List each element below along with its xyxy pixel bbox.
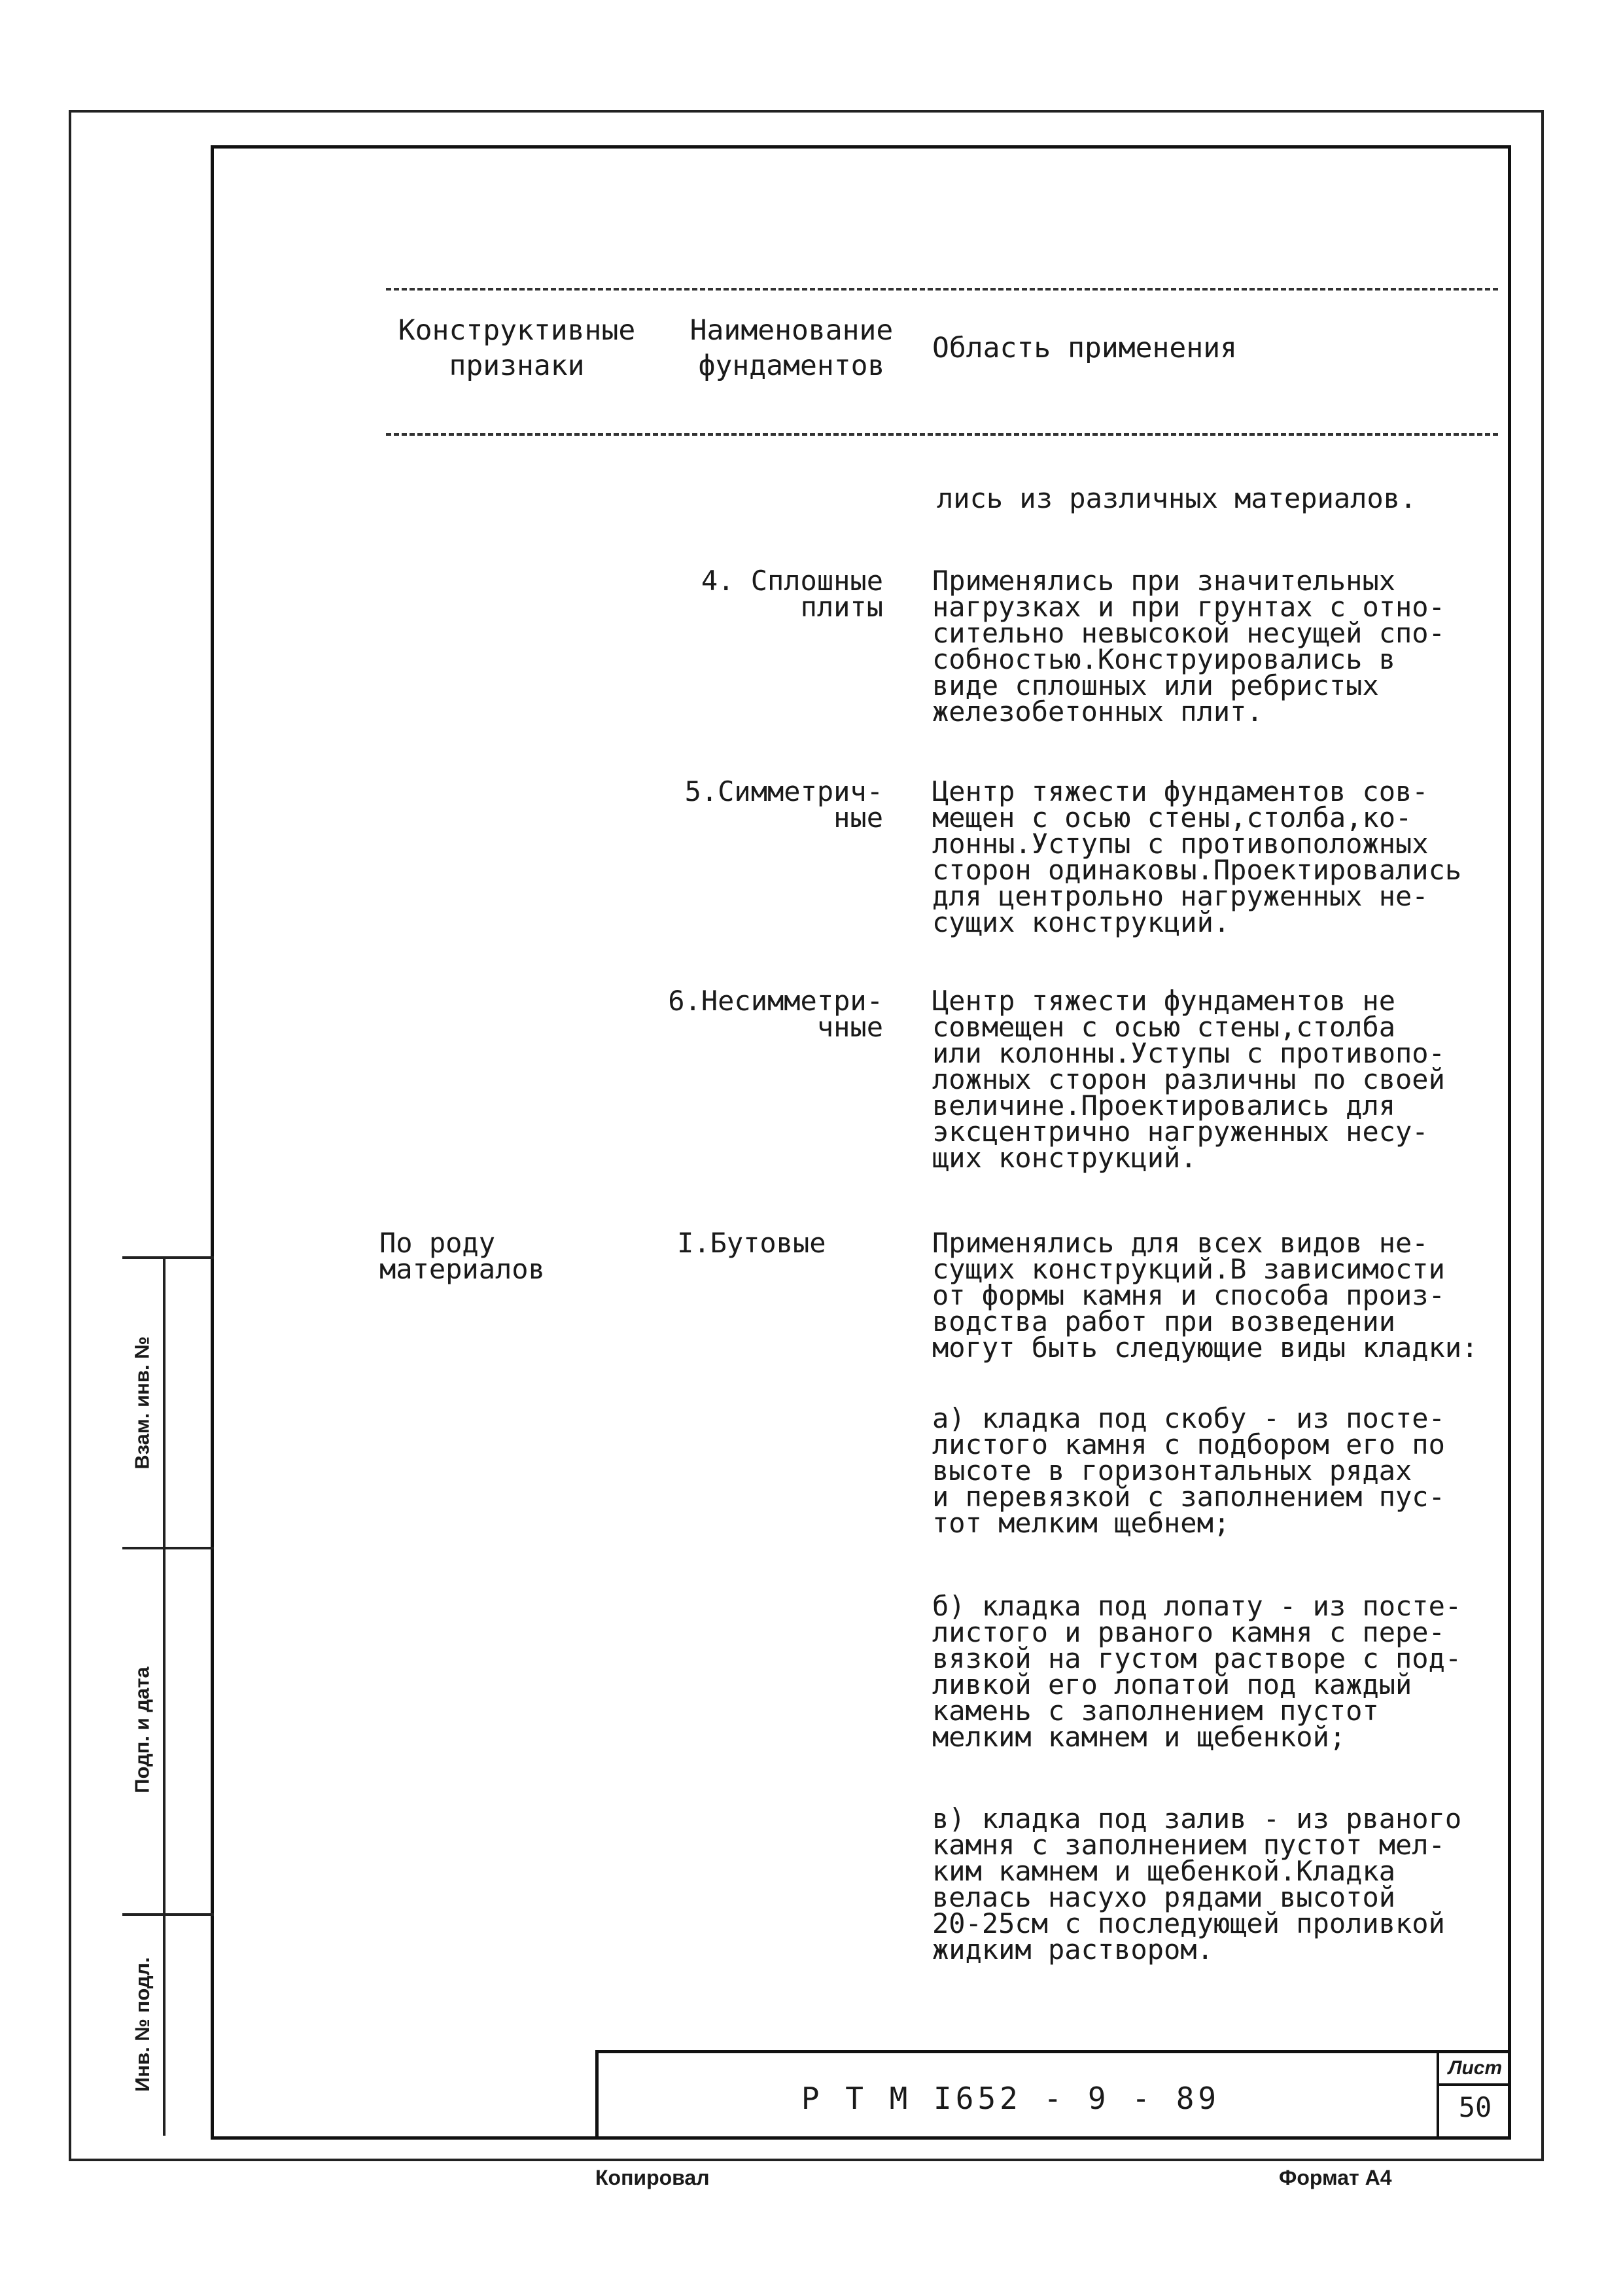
- masonry-item-b: б) кладка под лопату - из посте- листого и рваного камня с пере- вязкой на густом растворе с под- ливкой его лопатой под каждый камень с заполнением пустот мелким камнем и щебенкой;: [932, 1590, 1462, 1753]
- stamp-strip: [122, 1256, 214, 2136]
- sheet-label: Лист: [1439, 2053, 1511, 2086]
- sheet-number: 50: [1458, 2091, 1492, 2123]
- document-code: Р Т М I652 - 9 - 89: [801, 2081, 1221, 2116]
- stamp-divider: [163, 1259, 166, 2136]
- table-header-rule: [386, 433, 1498, 436]
- footer-copied: Копировал: [595, 2166, 710, 2189]
- row-6-name: 6.Несимметри- чные: [668, 985, 883, 1043]
- masonry-item-c: в) кладка под залив - из рваного камня с заполнением пустот мел- ким камнем и щебенкой.Кладка велась насухо рядами высотой 20-25см с последующей проливкой жидким раствором.: [932, 1803, 1462, 1966]
- feature-by-material: По роду материалов: [379, 1227, 545, 1285]
- row-5-name: 5.Симметрич- ные: [684, 775, 883, 834]
- row-5-text: Центр тяжести фундаментов сов- мещен с осью стены,столба,ко- лонны.Уступы с противоположных сторон одинаковы.Проектировались для центрольно нагруженных не- сущих конструкций.: [932, 775, 1462, 938]
- row-rubble-text: Применялись для всех видов не- сущих конструкций.В зависимости от формы камня и способа произ- водства работ при возведении могут быть следующие виды кладки:: [932, 1227, 1478, 1364]
- footer-format: Формат А4: [1279, 2166, 1392, 2189]
- header-foundation-name: Наименование фундаментов: [689, 314, 894, 382]
- row-4-name: 4. Сплошные плиты: [701, 565, 883, 623]
- header-application: Область применения: [932, 332, 1237, 364]
- row-4-text: Применялись при значительных нагрузках и при грунтах с отно- сительно невысокой несущей спо- собностью.Конструировались в виде сплошных или ребристых железобетонных плит.: [932, 565, 1445, 728]
- masonry-item-a: а) кладка под скобу - из посте- листого камня с подбором его по высоте в горизонтальных рядах и перевязкой с заполнением пус- тот мелким щебнем;: [932, 1402, 1445, 1539]
- continuation-text: лись из различных материалов.: [937, 482, 1417, 514]
- row-rubble-name: I.Бутовые: [677, 1227, 826, 1259]
- stamp-label-replace-inv: Взам. инв. №: [131, 1336, 154, 1470]
- header-features: Конструктивные признаки: [398, 314, 636, 382]
- title-block: [595, 2050, 1511, 2140]
- sheet-cell: [1437, 2053, 1511, 2140]
- table-top-rule: [386, 288, 1498, 291]
- row-6-text: Центр тяжести фундаментов не совмещен с осью стены,столба или колонны.Уступы с противопо- ложных сторон различны по своей величине.Проектировались для эксцентрично нагруженных несу- щих конструкций.: [932, 985, 1445, 1174]
- stamp-label-sign-date: Подп. и дата: [131, 1667, 154, 1793]
- stamp-label-orig-inv: Инв. № подл.: [131, 1957, 154, 2092]
